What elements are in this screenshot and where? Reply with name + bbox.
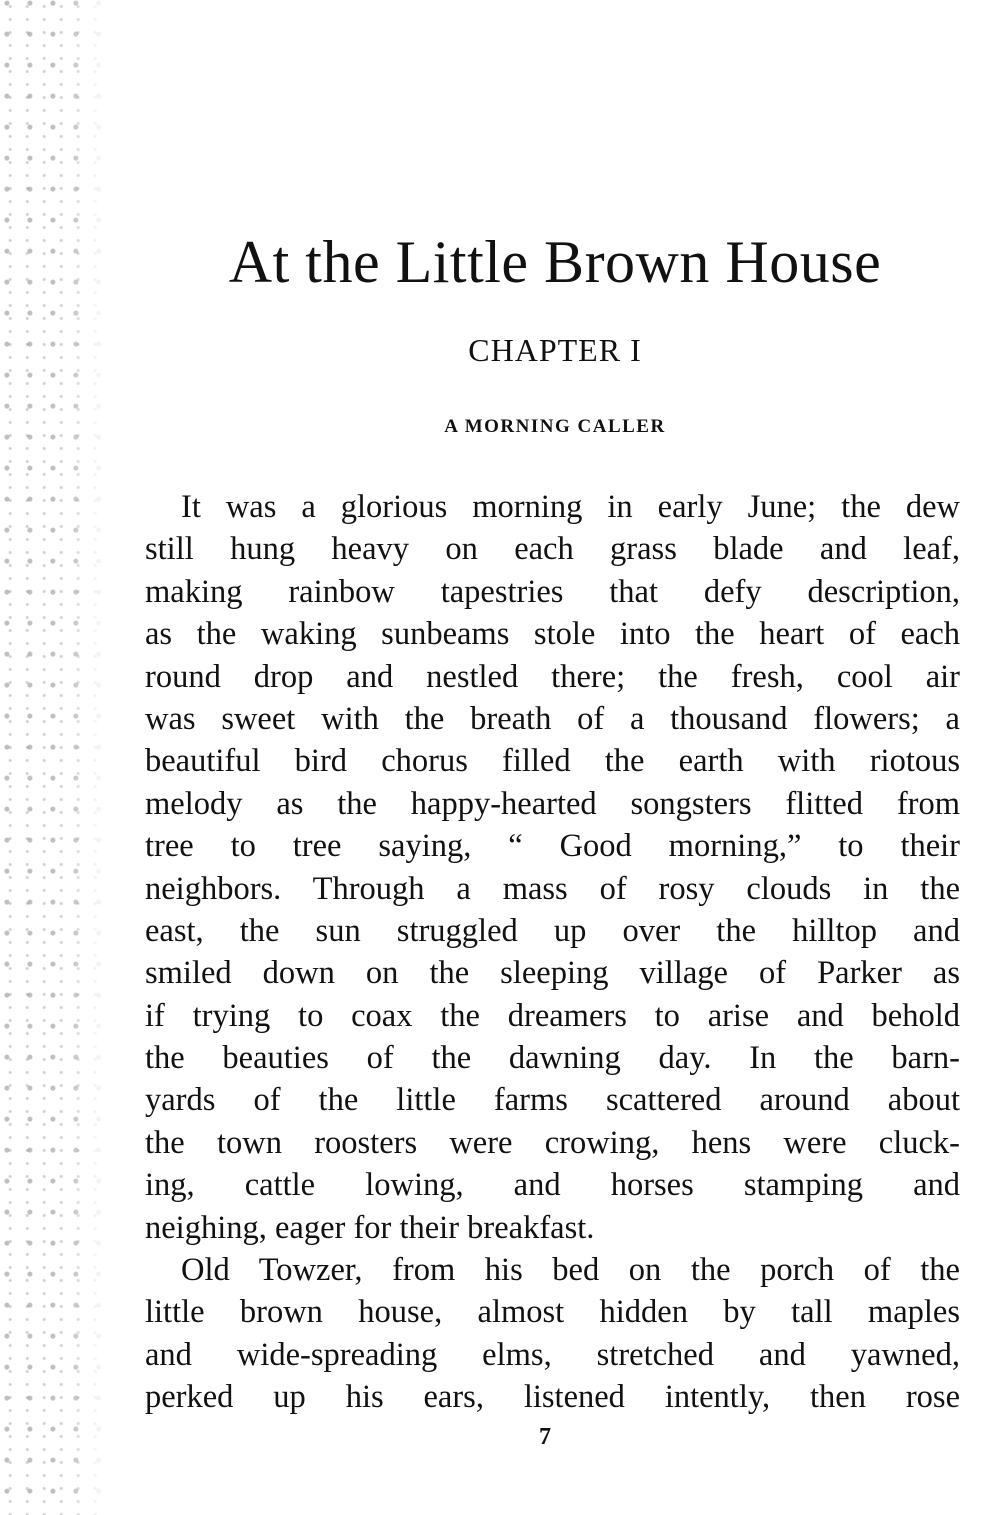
page-number: 7 [539,1424,551,1450]
text-line: the town roosters were crowing, hens were cluck- [145,1124,960,1161]
text-line: little brown house, almost hidden by tall maples [145,1294,960,1331]
text-line: if trying to coax the dreamers to arise and behold [145,997,960,1034]
text-line: smiled down on the sleeping village of Parker as [145,955,960,992]
chapter-title: A MORNING CALLER [444,416,666,437]
text-line: ing, cattle lowing, and horses stamping and [145,1167,960,1204]
text-line: was sweet with the breath of a thousand flowers; a [145,700,960,737]
text-line: neighbors. Through a mass of rosy clouds in the [145,870,960,907]
book-title: At the Little Brown House [228,229,882,295]
text-line: yards of the little farms scattered around about [145,1082,960,1119]
text-line: perked up his ears, listened intently, then rose [145,1379,960,1416]
text-line: Old Towzer, from his bed on the porch of the [181,1252,960,1289]
text-line: the beauties of the dawning day. In the barn- [145,1040,960,1077]
text-line: east, the sun struggled up over the hilltop and [145,912,960,949]
text-line: melody as the happy-hearted songsters flitted from [145,785,960,822]
text-line: and wide-spreading elms, stretched and yawned, [145,1336,960,1373]
text-line: making rainbow tapestries that defy description, [145,573,960,610]
chapter-heading: CHAPTER I [468,332,642,368]
text-line: tree to tree saying, “ Good morning,” to their [145,828,960,865]
text-line: beautiful bird chorus filled the earth with riotous [145,743,960,780]
scanned-page-edge [0,0,110,1515]
text-line: It was a glorious morning in early June; the dew [181,489,960,525]
body-text [145,486,960,1419]
text-line: round drop and nestled there; the fresh, cool air [145,658,960,695]
text-line: neighing, eager for their breakfast. [145,1209,595,1246]
text-line: as the waking sunbeams stole into the heart of each [145,616,960,653]
text-line: still hung heavy on each grass blade and leaf, [145,531,960,568]
